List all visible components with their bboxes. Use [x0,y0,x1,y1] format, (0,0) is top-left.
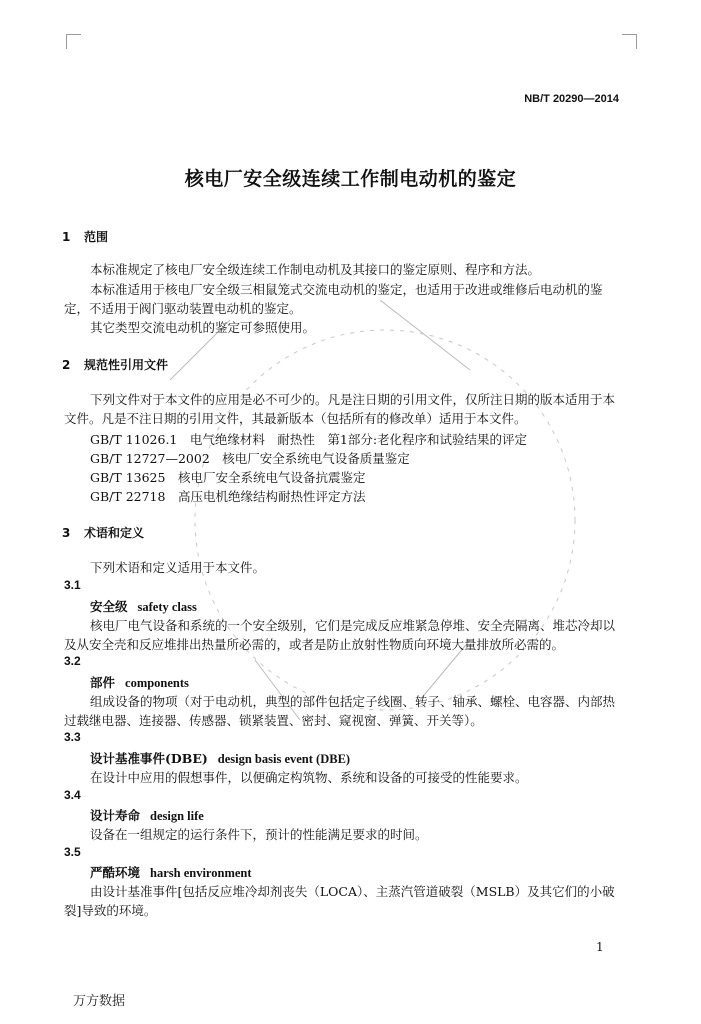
term-heading [90,863,252,881]
section-title: 术语和定义 [84,526,145,540]
term-en: design basis event (DBE) [217,752,351,766]
section-title: 范围 [84,230,109,244]
term-definition: 组成设备的物项（对于电动机，典型的部件包括定子线圈、转子、轴承、螺栓、电容器、内部热过载继电器、连接器、传感器、锁紧装置、密封、窥视窗、弹簧、开关等）。 [64,694,616,728]
section-title: 规范性引用文件 [84,358,169,372]
term-definition: 核电厂电气设备和系统的一个安全级别，它们是完成反应堆紧急停堆、安全壳隔离、堆芯冷却以及从安全壳和反应堆排出热量所必需的，或者是防止放射性物质向环境大量排放所必需的。 [64,618,616,652]
term-heading [90,597,197,615]
term-heading [90,806,204,824]
term-heading [90,749,350,767]
clause-number: 3.2 [64,654,81,668]
section-1-para-1: 本标准规定了核电厂安全级连续工作制电动机及其接口的鉴定原则、程序和方法。 [90,262,541,277]
reference-item: GB/T 11026.1 电气绝缘材料 耐热性 第1部分:老化程序和试验结果的评定 [90,432,528,447]
page-title: 核电厂安全级连续工作制电动机的鉴定 [184,168,517,190]
source-footer: 万方数据 [73,994,126,1009]
section-2-heading [62,356,168,373]
section-number: 3 [62,526,71,540]
reference-item: GB/T 12727—2002 核电厂安全系统电气设备质量鉴定 [90,451,410,466]
term-zh: 部件 [90,675,116,690]
term-heading [90,673,189,691]
section-1-para-2: 本标准适用于核电厂安全级三相鼠笼式交流电动机的鉴定，也适用于改进或维修后电动机的鉴定，不适用于阀门驱动装置电动机的鉴定。 [64,282,603,316]
section-3-heading [62,524,144,541]
section-1-heading [62,228,108,245]
reference-item: GB/T 22718 高压电机绝缘结构耐热性评定方法 [90,489,366,504]
term-en: safety class [137,600,197,614]
reference-item: GB/T 13625 核电厂安全系统电气设备抗震鉴定 [90,470,366,485]
term-definition: 在设计中应用的假想事件，以便确定构筑物、系统和设备的可接受的性能要求。 [90,770,528,785]
term-definition: 由设计基准事件[包括反应堆冷却剂丧失（LOCA）、主蒸汽管道破裂（MSLB）及其它们的小破裂]导致的环境。 [64,884,615,918]
term-en: design life [150,809,204,823]
crop-mark-right [622,34,637,49]
clause-number: 3.5 [64,845,81,859]
term-zh: 严酷环境 [90,865,141,880]
term-zh: 设计基准事件(DBE) [90,751,208,766]
section-1-para-3: 其它类型交流电动机的鉴定可参照使用。 [90,320,316,335]
section-3-intro: 下列术语和定义适用于本文件。 [90,560,266,575]
section-number: 2 [62,358,71,372]
term-en: harsh environment [150,866,252,880]
term-en: components [125,676,189,690]
term-zh: 安全级 [90,599,128,614]
page-number: 1 [596,940,604,954]
term-zh: 设计寿命 [90,808,141,823]
crop-mark-left [66,34,81,49]
section-2-para-1: 下列文件对于本文件的应用是必不可少的。凡是注日期的引用文件，仅所注日期的版本适用于本文件。凡是不注日期的引用文件，其最新版本（包括所有的修改单）适用于本文件。 [64,392,616,426]
section-number: 1 [62,230,71,244]
term-definition: 设备在一组规定的运行条件下，预计的性能满足要求的时间。 [90,827,428,842]
clause-number: 3.1 [64,578,81,592]
clause-number: 3.4 [64,788,81,802]
document-number: NB/T 20290—2014 [524,93,619,105]
clause-number: 3.3 [64,730,81,744]
